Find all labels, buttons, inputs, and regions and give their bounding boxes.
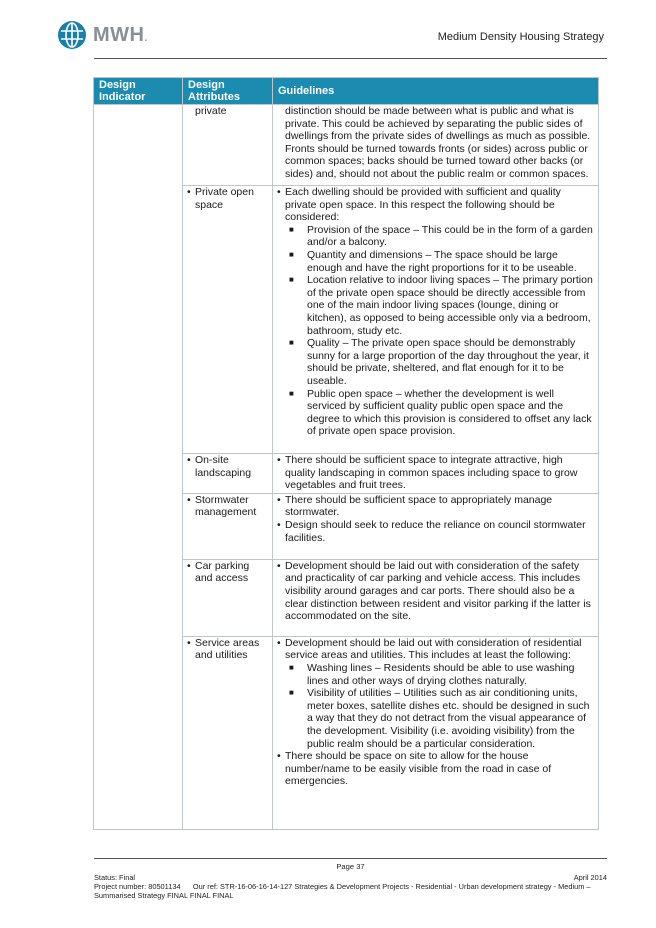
attribute-cell: private <box>183 105 273 186</box>
footer-divider <box>94 858 607 859</box>
page-number: Page 37 <box>336 862 365 871</box>
globe-icon <box>57 20 87 50</box>
list-item: ■ Quality – The private open space should be demonstrably sunny for a large proportion of the day throughout the year, it should be private, sheltered, and flat enough for it to be useable. <box>289 337 589 387</box>
page-footer <box>94 862 607 900</box>
list-item: ■ Location relative to indoor living spaces – The primary portion of the private open space should be directly accessible from one of the main indoor living spaces (lounge, dining or kitchen), as opposed to being accessible only via a bedroom, bathroom, study etc. <box>289 274 593 337</box>
guideline-cell: • There should be sufficient space to integrate attractive, high quality landscaping in common spaces including space to grow vegetables and fruit trees. <box>273 454 599 494</box>
header-design-indicator: Design Indicator <box>94 78 183 105</box>
guideline-cell: • There should be sufficient space to appropriately manage stormwater. • Design should seek to reduce the reliance on council stormwater facilities. <box>273 493 599 559</box>
table-row <box>94 105 599 186</box>
guideline-cell: • Development should be laid out with consideration of residential service areas and utilities. This includes at least the following: ■ Washing lines – Residents should be able to use washing lines and other ways of drying clothes naturally. ■ Visibility of utilities – Utilities such as air conditioning units, meter boxes, satellite dishes etc. should be designed in such a way that they do not detract from the visual appearance of the development. Visibility (i.e. avoiding visibility) from the public realm should be a particular consideration. • There should be space on site to allow for the house number/name to be easily visible from the road in case of emergencies. <box>273 636 599 829</box>
list-item: ■ Public open space – whether the development is well serviced by sufficient quality public open space and the degree to which this provision is considered to offset any lack of private open space provision. <box>289 387 592 438</box>
footer-date: April 2014 <box>573 873 607 882</box>
guidelines-table <box>93 77 599 830</box>
table-header-row <box>94 78 599 105</box>
guideline-cell: • Development should be laid out with consideration of the safety and practicality of car parking and vehicle access. This includes visibility around garages and car ports. There should also be a clear distinction between resident and visitor parking if the latter is accommodated on the site. <box>273 559 599 636</box>
logo-text: MWH. <box>93 23 148 46</box>
header-guidelines: Guidelines <box>273 78 599 105</box>
list-item: ■ Visibility of utilities – Utilities such as air conditioning units, meter boxes, satellite dishes etc. should be designed in such a way that they do not detract from the visual appearance of the development. Visibility (i.e. avoiding visibility) from the public realm should be a particular consideration. <box>289 687 590 750</box>
list-item: ■ Quantity and dimensions – The space should be large enough and have the right proportions for it to be useable. <box>289 248 577 274</box>
list-item: ■ Washing lines – Residents should be able to use washing lines and other ways of drying clothes naturally. <box>289 661 575 687</box>
attribute-cell: • Service areas and utilities <box>183 636 273 829</box>
attribute-cell: • Private open space <box>183 186 273 454</box>
footer-reference: Project number: 80501134 Our ref: STR-16-06-16-14-127 Strategies & Development Projects - Residential - Urban development strategy - Medium – Summarised Strategy FINAL FINAL FINAL <box>94 882 591 900</box>
attribute-cell: • On-site landscaping <box>183 454 273 494</box>
status-text: Status: Final <box>94 873 136 882</box>
document-title: Medium Density Housing Strategy <box>437 31 604 43</box>
guideline-cell: distinction should be made between what is public and what is private. This could be achieved by separating the public sides of dwellings from the private sides of dwellings as much as possible. Fronts should be turned towards fronts (or sides) across public or common spaces; backs should be turned toward other backs (or sides) and, should not about the public realm or common spaces. <box>273 105 599 186</box>
list-item: ■ Provision of the space – This could be in the form of a garden and/or a balcony. <box>289 223 593 249</box>
header-divider <box>94 58 607 59</box>
design-indicator-cell <box>94 105 183 830</box>
header-design-attributes: Design Attributes <box>183 78 273 105</box>
page-header <box>57 20 607 60</box>
attribute-cell: • Stormwater management <box>183 493 273 559</box>
mwh-logo <box>57 20 148 50</box>
attribute-cell: • Car parking and access <box>183 559 273 636</box>
guideline-cell: • Each dwelling should be provided with sufficient and quality private open space. In this respect the following should be considered: ■ Provision of the space – This could be in the form of a garden and/or a balcony. ■ Quantity and dimensions – The space should be large enough and have the right proportions for it to be useable. ■ Location relative to indoor living spaces – The primary portion of the private open space should be directly accessible from one of the main indoor living spaces (lounge, dining or kitchen), as opposed to being accessible only via a bedroom, bathroom, study etc. ■ Quality – The private open space should be demonstrably sunny for a large proportion of the day throughout the year, it should be private, sheltered, and flat enough for it to be useable. ■ Public open space – whether the development is well serviced by sufficient quality public open space and the degree to which this provision is considered to offset any lack of private open space provision. <box>273 186 599 454</box>
